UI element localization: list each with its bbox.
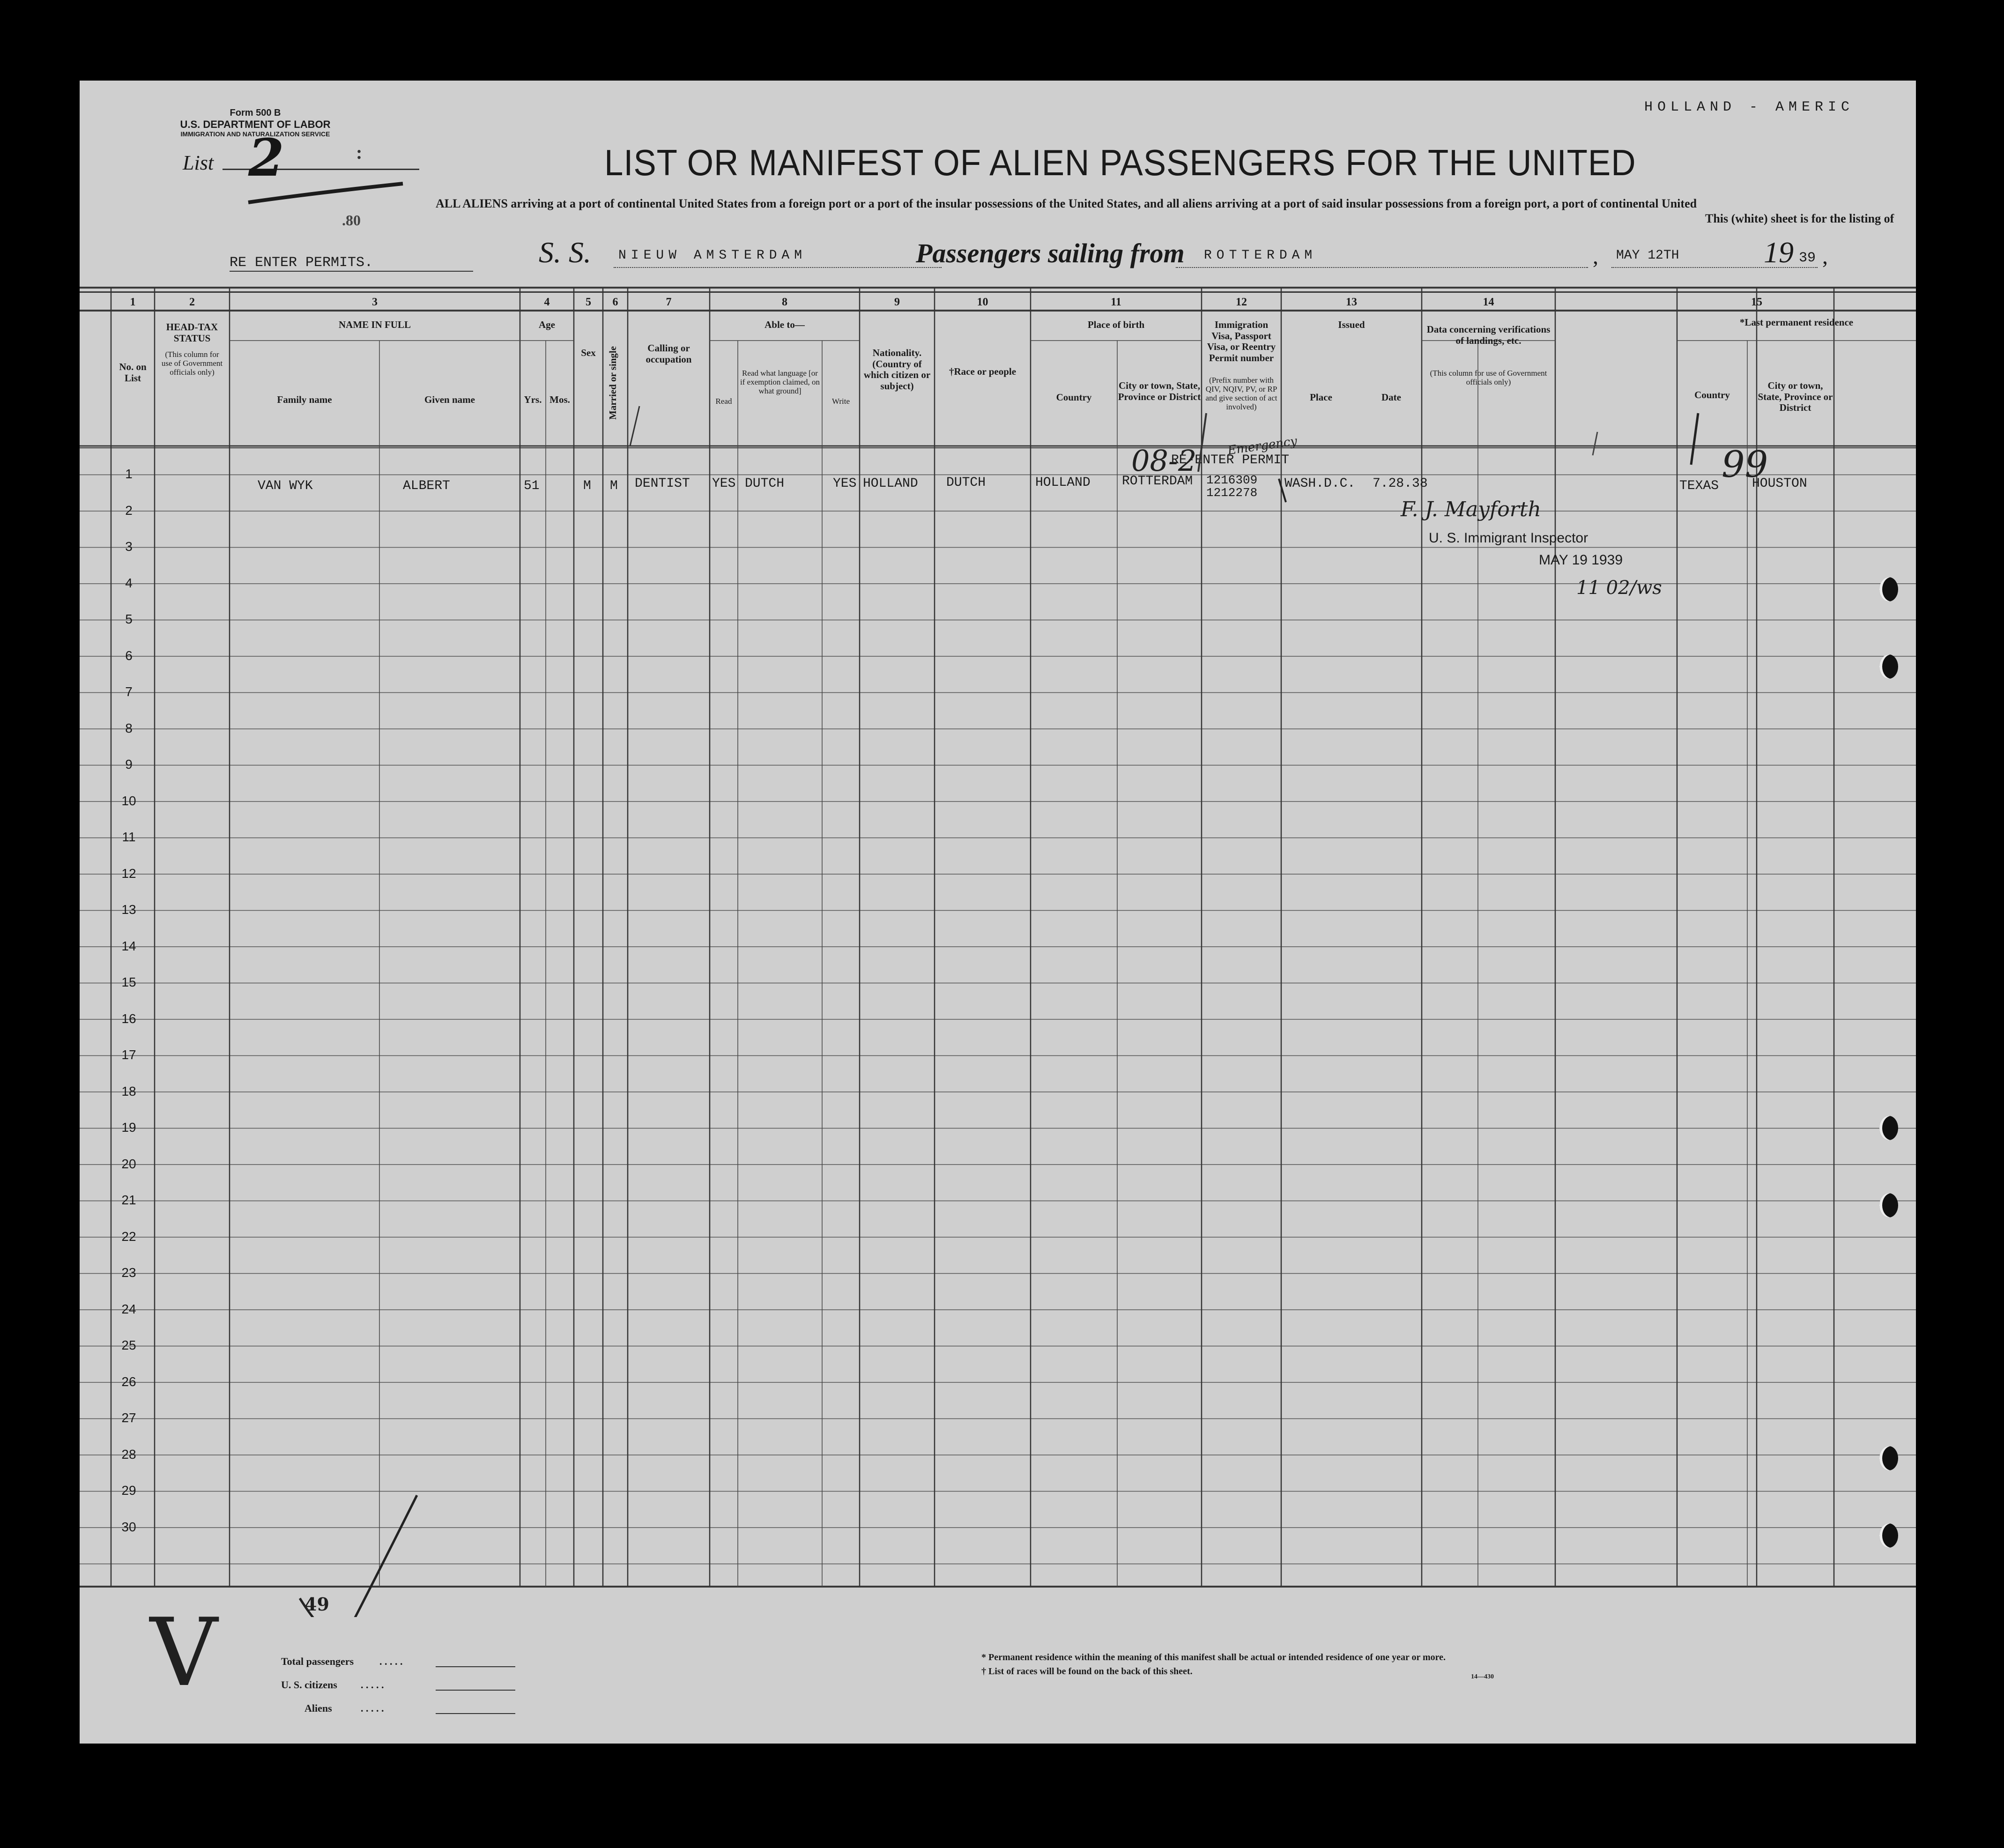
ledger-grid xyxy=(80,287,1916,1617)
total-passengers-label: Total passengers xyxy=(281,1655,354,1667)
col-number-3: 3 xyxy=(372,296,378,308)
header-age-mos: Mos. xyxy=(549,394,570,405)
dots: . . . . . xyxy=(361,1679,384,1691)
issued-place-cell: WASH.D.C. xyxy=(1284,476,1356,491)
row-number: 22 xyxy=(121,1229,136,1244)
col-number-14: 14 xyxy=(1483,296,1494,308)
header-head-tax: HEAD-TAX STATUS xyxy=(166,321,218,344)
manifest-sheet xyxy=(80,81,1916,1744)
binder-hole xyxy=(1879,1523,1898,1548)
marital-cell: M xyxy=(610,479,618,493)
birth-country-cell: HOLLAND xyxy=(1035,475,1091,490)
header-calling: Calling or occupation xyxy=(646,342,692,365)
row-number: 10 xyxy=(121,793,136,808)
header-age: Age xyxy=(539,319,555,330)
row-number: 26 xyxy=(121,1374,136,1389)
departure-port: ROTTERDAM xyxy=(1204,248,1317,263)
visa-number-1-cell: 1216309 xyxy=(1206,473,1258,487)
col-number-8: 8 xyxy=(782,296,787,308)
binder-hole xyxy=(1879,577,1898,601)
residence-footnote: * Permanent residence within the meaning of this manifest shall be actual or intended residence of one year or more. xyxy=(981,1652,1446,1662)
manifest-title: LIST OR MANIFEST OF ALIEN PASSENGERS FOR THE UNITED xyxy=(604,142,1636,183)
inspection-date-stamp: MAY 19 1939 xyxy=(1539,552,1623,568)
header-age-yrs: Yrs. xyxy=(524,394,542,405)
port-underline xyxy=(1176,267,1588,268)
permits-note: RE ENTER PERMITS. xyxy=(230,255,373,271)
small-mark: .80 xyxy=(342,212,361,229)
read-cell: YES xyxy=(712,476,736,491)
ship-name: NIEUW AMSTERDAM xyxy=(618,248,807,263)
year-century: 19 xyxy=(1764,236,1794,269)
header-issued-place: Place xyxy=(1310,392,1332,403)
handwritten-fraction: 11 02/ws xyxy=(1576,577,1662,599)
permits-underline xyxy=(230,271,473,272)
list-number-underline-stroke xyxy=(244,174,412,212)
sailing-date: MAY 12TH xyxy=(1616,248,1679,263)
header-write: Write xyxy=(831,397,850,406)
year-digits: 39 xyxy=(1799,250,1816,266)
col-number-12: 12 xyxy=(1236,296,1247,308)
col-number-11: 11 xyxy=(1111,296,1121,308)
row-number: 12 xyxy=(121,866,136,881)
header-visa: Immigration Visa, Passport Visa, or Reentry Permit number xyxy=(1207,319,1276,364)
ss-label: S. S. xyxy=(539,236,591,269)
row-number: 15 xyxy=(121,975,136,989)
manifest-subheading: ALL ALIENS arriving at a port of continental United States from a foreign port or a port of the insular possessions of the United States, and all aliens arriving at a port of said insular possessions from a foreign port, a port of continental United xyxy=(436,197,1697,210)
header-issued-date: Date xyxy=(1381,392,1401,403)
row-number: 30 xyxy=(121,1519,136,1534)
list-label: List xyxy=(183,151,214,174)
row-number: 20 xyxy=(121,1156,136,1171)
list-mark: : xyxy=(356,142,363,163)
header-no-on-list: No. on List xyxy=(119,361,147,384)
aliens-line xyxy=(436,1713,515,1714)
manifest-subheading-2: This (white) sheet is for the listing of xyxy=(1705,212,1894,225)
manifest-table xyxy=(80,287,1916,1714)
header-able-to: Able to— xyxy=(764,319,805,330)
row-number: 18 xyxy=(121,1084,136,1098)
row-number: 11 xyxy=(122,830,136,844)
header-place-of-birth: Place of birth xyxy=(1087,319,1145,330)
row-number: 4 xyxy=(125,575,133,590)
shipping-line-banner: HOLLAND - AMERIC xyxy=(1644,99,1855,115)
row-number: 28 xyxy=(121,1447,136,1462)
header-read-language: Read what language [or if exemption claimed, on what ground] xyxy=(740,369,820,396)
aliens-label: Aliens xyxy=(304,1702,332,1714)
residence-country-cell: TEXAS xyxy=(1679,479,1719,493)
residence-city-cell: HOUSTON xyxy=(1752,476,1807,491)
row-number: 13 xyxy=(121,902,136,917)
issued-date-cell: 7.28.38 xyxy=(1373,476,1428,491)
sex-cell: M xyxy=(583,479,591,493)
col-number-5: 5 xyxy=(586,296,591,308)
row-number: 23 xyxy=(121,1265,136,1280)
header-name-in-full: NAME IN FULL xyxy=(338,319,411,330)
nationality-cell: HOLLAND xyxy=(863,476,918,491)
header-nationality: Nationality. (Country of which citizen or subject) xyxy=(863,347,931,392)
header-read: Read xyxy=(715,397,732,406)
residence-code-mark: 99 xyxy=(1722,444,1768,486)
binder-hole xyxy=(1879,1446,1898,1470)
col-number-2: 2 xyxy=(189,296,195,308)
age-years-cell: 51 xyxy=(524,479,540,493)
us-citizens-line xyxy=(436,1690,515,1691)
col-number-13: 13 xyxy=(1346,296,1357,308)
header-birth-country: Country xyxy=(1056,392,1092,403)
header-res-city: City or town, State, Province or District xyxy=(1758,380,1833,414)
col-number-15: 15 xyxy=(1751,296,1762,308)
write-cell: YES xyxy=(833,476,857,491)
header-family-name: Family name xyxy=(277,394,332,405)
visa-number-2-cell: 1212278 xyxy=(1206,486,1258,500)
bottom-check-mark: V xyxy=(150,1598,218,1707)
row-number: 6 xyxy=(125,648,133,663)
binder-hole xyxy=(1879,654,1898,679)
row-number: 8 xyxy=(125,720,133,735)
us-citizens-label: U. S. citizens xyxy=(281,1679,337,1691)
row-number: 24 xyxy=(121,1301,136,1316)
department-name: U.S. DEPARTMENT OF LABOR xyxy=(180,119,331,130)
header-residence: *Last permanent residence xyxy=(1739,317,1854,328)
col-number-9: 9 xyxy=(894,296,900,308)
handwritten-note: Emergency xyxy=(1226,434,1298,458)
row-number: 14 xyxy=(121,938,136,953)
form-number: Form 500 B xyxy=(230,108,281,118)
handwritten-code: 08-2 xyxy=(1131,444,1197,478)
occupation-cell: DENTIST xyxy=(635,476,690,491)
row-number: 19 xyxy=(121,1120,136,1135)
header-verifications-note: (This column for use of Government officials only) xyxy=(1430,369,1547,387)
header-res-country: Country xyxy=(1694,389,1730,401)
total-passengers-line xyxy=(436,1666,515,1667)
header-visa-note: (Prefix number with QIV, NQIV, PV, or RP and give section of act involved) xyxy=(1205,376,1277,412)
row-number: 1 xyxy=(125,467,133,481)
col-number-6: 6 xyxy=(612,296,618,308)
header-birth-city: City or town, State, Province or District xyxy=(1118,380,1201,402)
row-number: 17 xyxy=(121,1047,136,1062)
row-number: 2 xyxy=(125,503,133,518)
birth-city-cell: ROTTERDAM xyxy=(1122,474,1193,489)
comma: , xyxy=(1822,244,1828,269)
col-number-1: 1 xyxy=(130,296,136,308)
row-number: 29 xyxy=(121,1483,136,1498)
comma: , xyxy=(1593,244,1598,269)
language-cell: DUTCH xyxy=(745,476,785,491)
row-number: 5 xyxy=(125,612,133,626)
col-number-7: 7 xyxy=(666,296,672,308)
race-cell: DUTCH xyxy=(946,475,986,490)
header-given-name: Given name xyxy=(424,394,475,405)
count-mark: 49 xyxy=(304,1594,329,1615)
list-number: 2 xyxy=(248,127,284,188)
service-name: IMMIGRATION AND NATURALIZATION SERVICE xyxy=(180,130,330,138)
races-footnote: † List of races will be found on the back of this sheet. xyxy=(981,1666,1193,1677)
given-name-cell: ALBERT xyxy=(403,479,450,493)
row-number: 7 xyxy=(125,684,133,699)
header-issued: Issued xyxy=(1338,319,1365,330)
sailing-from-label: Passengers sailing from xyxy=(916,238,1185,268)
inspector-title: U. S. Immigrant Inspector xyxy=(1429,530,1588,546)
inspector-signature: F. J. Mayforth xyxy=(1401,497,1541,521)
visa-type-cell: RE-ENTER PERMIT xyxy=(1171,453,1290,468)
header-verifications: Data concerning verifications of landings, etc. xyxy=(1426,324,1551,346)
row-number: 3 xyxy=(125,539,133,554)
header-head-tax-note: (This column for use of Government officials only) xyxy=(161,350,223,377)
col-number-10: 10 xyxy=(977,296,988,308)
dots: . . . . . xyxy=(361,1702,384,1714)
binder-hole xyxy=(1879,1193,1898,1217)
row-number: 16 xyxy=(121,1011,136,1026)
form-code: 14—430 xyxy=(1471,1673,1494,1680)
col-number-4: 4 xyxy=(544,296,550,308)
header-race: †Race or people xyxy=(949,366,1017,377)
binder-hole xyxy=(1879,1116,1898,1140)
ship-underline xyxy=(614,267,942,268)
row-number: 25 xyxy=(121,1338,136,1352)
header-sex: Sex xyxy=(581,347,596,358)
row-number: 27 xyxy=(121,1410,136,1425)
dots: . . . . . xyxy=(379,1655,403,1667)
row-number: 21 xyxy=(121,1193,136,1207)
row-number: 9 xyxy=(125,757,133,772)
family-name-cell: VAN WYK xyxy=(258,479,313,493)
header-married: Married or single xyxy=(607,346,618,420)
